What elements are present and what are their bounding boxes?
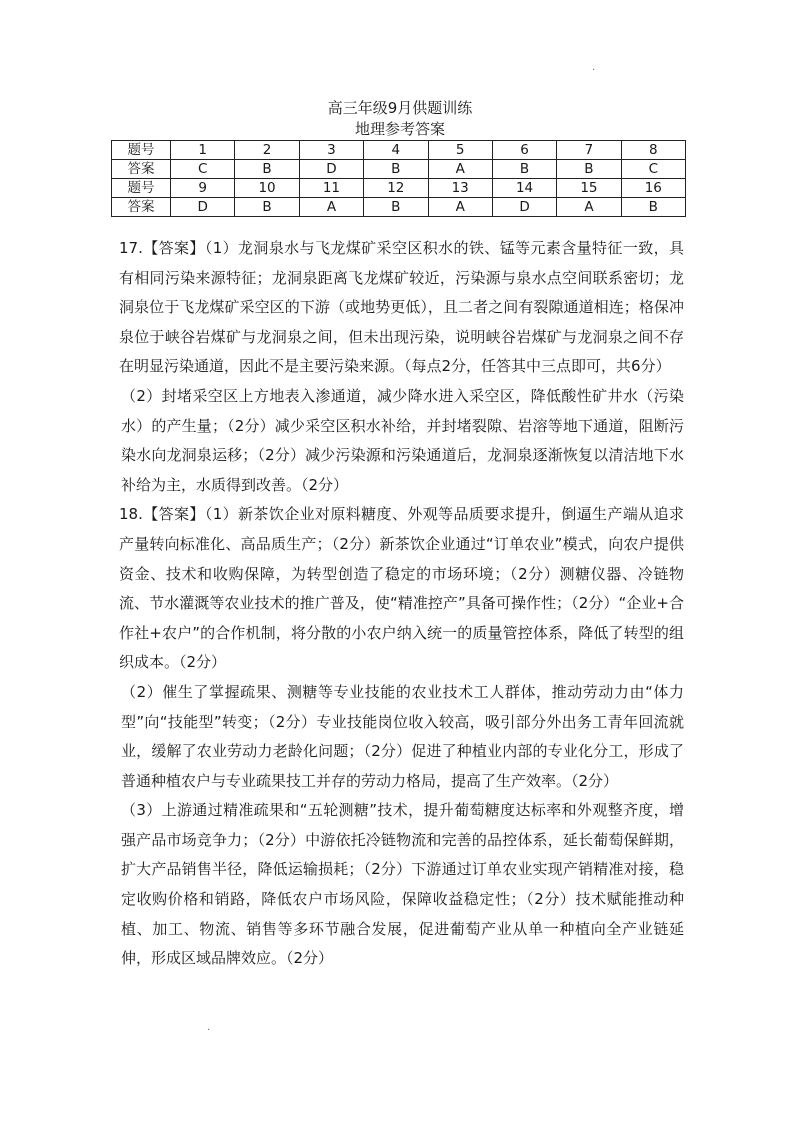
table-cell: 16 bbox=[621, 179, 685, 198]
document-subtitle: 地理参考答案 bbox=[354, 120, 445, 138]
answer-18-part3: （3）上游通过精准疏果和“五轮测糖”技术，提升葡萄糖度达标率和外观整齐度，增强产品市场竞争力；（2分）中游依托冷链物流和完善的品控体系，延长葡萄保鲜期，扩大产品销售半径，降低运输损耗；（2分）下游通过订单农业实现产销精准对接，稳定收购价格和销路，降低农户市场风险，保障收益稳定性；（2分）技术赋能推动种植、加工、物流、销售等多环节融合发展，促进葡萄产业从单一种植向全产业链延伸，形成区域品牌效应。（2分） bbox=[121, 801, 684, 968]
row-label: 题号 bbox=[112, 141, 171, 160]
table-cell: 15 bbox=[557, 179, 621, 198]
table-cell: B bbox=[235, 160, 299, 179]
table-cell: D bbox=[299, 160, 363, 179]
table-cell: 5 bbox=[428, 141, 492, 160]
table-cell: D bbox=[492, 198, 556, 217]
table-cell: 14 bbox=[492, 179, 556, 198]
table-cell: A bbox=[299, 198, 363, 217]
table-cell: A bbox=[557, 198, 621, 217]
table-cell: 3 bbox=[299, 141, 363, 160]
table-cell: 10 bbox=[235, 179, 299, 198]
row-label: 答案 bbox=[112, 198, 171, 217]
table-cell: B bbox=[492, 160, 556, 179]
answer-content bbox=[119, 234, 684, 974]
table-row bbox=[112, 179, 686, 198]
answer-table bbox=[111, 140, 686, 217]
table-cell: 12 bbox=[364, 179, 428, 198]
answer-17-part1: 17.【答案】（1）龙洞泉水与飞龙煤矿采空区积水的铁、锰等元素含量特征一致，具有相同污染来源特征；龙洞泉距离飞龙煤矿较近，污染源与泉水点空间联系密切；龙洞泉位于飞龙煤矿采空区的下游（或地势更低），且二者之间有裂隙通道相连；格保冲泉位于峡谷岩煤矿与龙洞泉之间，但未出现污染，说明峡谷岩煤矿与龙洞泉之间不存在明显污染通道，因此不是主要污染来源。（每点2分，任答其中三点即可，共6分） bbox=[119, 239, 684, 376]
answer-17-part2: （2）封堵采空区上方地表入渗通道，减少降水进入采空区，降低酸性矿井水（污染水）的产生量；（2分）减少采空区积水补给，并封堵裂隙、岩溶等地下通道，阻断污染水向龙洞泉运移；（2分）减少污染源和污染通道后，龙洞泉逐渐恢复以清洁地下水补给为主，水质得到改善。（2分） bbox=[121, 386, 684, 494]
table-cell: 7 bbox=[557, 141, 621, 160]
row-label: 答案 bbox=[112, 160, 171, 179]
table-cell: D bbox=[171, 198, 235, 217]
table-cell: A bbox=[428, 198, 492, 217]
table-cell: B bbox=[621, 198, 685, 217]
table-cell: A bbox=[428, 160, 492, 179]
answer-18-part1: 18.【答案】（1）新茶饮企业对原料糖度、外观等品质要求提升，倒逼生产端从追求产量转向标准化、高品质生产；（2分）新茶饮企业通过“订单农业”模式，向农户提供资金、技术和收购保障，为转型创造了稳定的市场环境；（2分）测糖仪器、冷链物流、节水灌溉等农业技术的推广普及，使“精准控产”具备可操作性；（2分）“企业+合作社+农户”的合作机制，将分散的小农户纳入统一的质量管控体系，降低了转型的组织成本。（2分） bbox=[119, 505, 684, 672]
table-cell: B bbox=[235, 198, 299, 217]
table-cell: C bbox=[621, 160, 685, 179]
table-cell: 4 bbox=[364, 141, 428, 160]
table-cell: C bbox=[171, 160, 235, 179]
table-cell: B bbox=[364, 160, 428, 179]
table-cell: 11 bbox=[299, 179, 363, 198]
table-cell: 8 bbox=[621, 141, 685, 160]
document-title: 高三年级9月供题训练 bbox=[327, 99, 473, 117]
answer-18-part2: （2）催生了掌握疏果、测糖等专业技能的农业技术工人群体，推动劳动力由“体力型”向“技能型”转变；（2分）专业技能岗位收入较高，吸引部分外出务工青年回流就业，缓解了农业劳动力老龄化问题；（2分）促进了种植业内部的专业化分工，形成了普通种植农户与专业疏果技工并存的劳动力格局，提高了生产效率。（2分） bbox=[121, 682, 684, 790]
table-row bbox=[112, 198, 686, 217]
table-cell: 2 bbox=[235, 141, 299, 160]
table-row bbox=[112, 141, 686, 160]
table-cell: B bbox=[557, 160, 621, 179]
scan-dot: . bbox=[207, 1022, 211, 1033]
table-row bbox=[112, 160, 686, 179]
table-cell: 1 bbox=[171, 141, 235, 160]
table-cell: 9 bbox=[171, 179, 235, 198]
table-cell: 13 bbox=[428, 179, 492, 198]
scan-dot: . bbox=[592, 62, 596, 73]
row-label: 题号 bbox=[112, 179, 171, 198]
table-cell: B bbox=[364, 198, 428, 217]
table-cell: 6 bbox=[492, 141, 556, 160]
